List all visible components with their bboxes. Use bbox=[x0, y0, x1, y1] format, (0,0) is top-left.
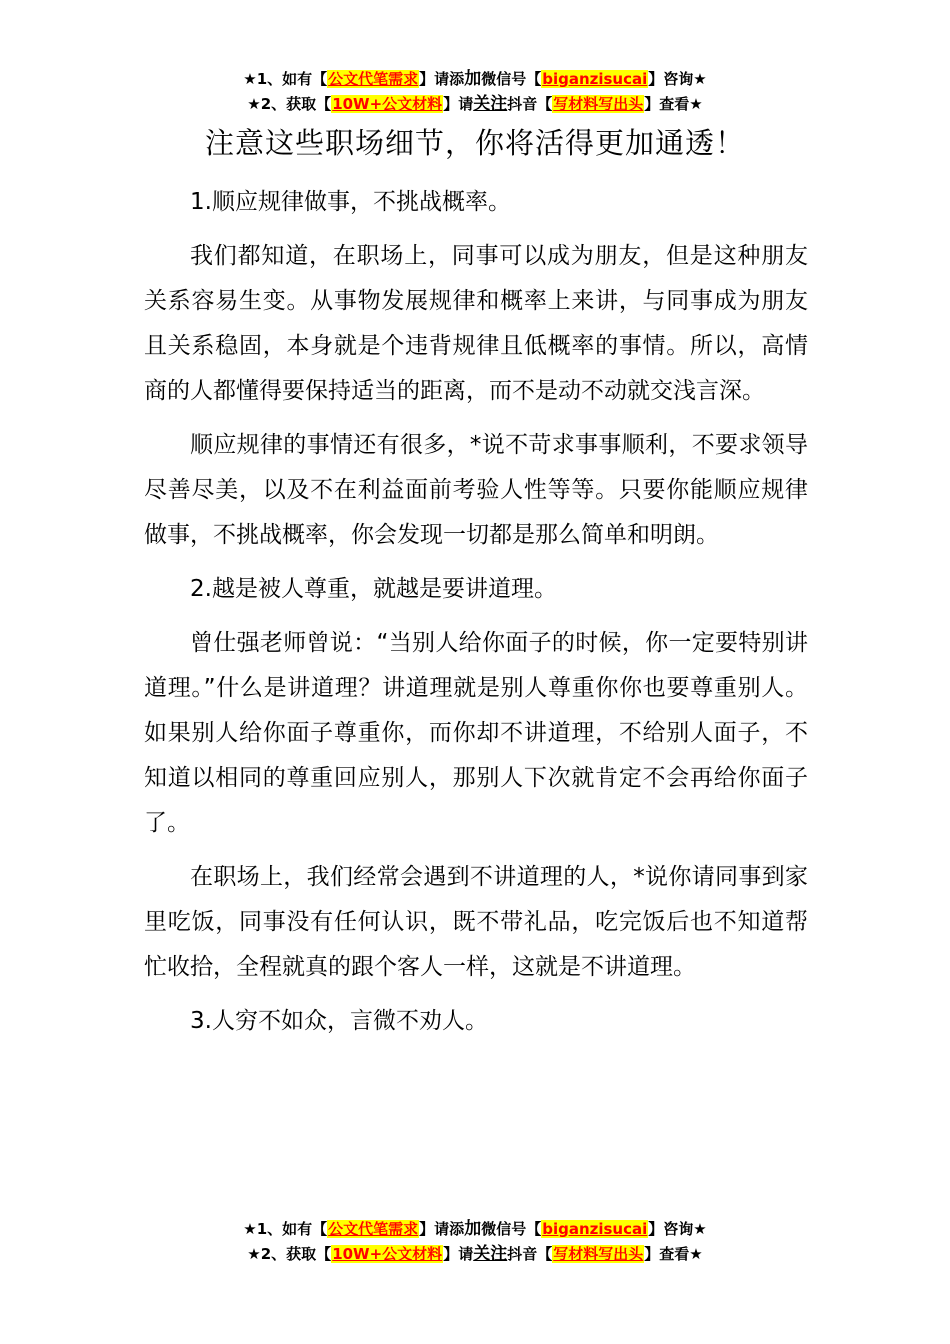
highlight-materials: 10W+公文材料 bbox=[332, 1245, 443, 1263]
section-heading-3: 3.人穷不如众，言微不劝人。 bbox=[190, 1008, 488, 1034]
document-title: 注意这些职场细节，你将活得更加通透！ bbox=[204, 126, 745, 160]
paragraph: 曾仕强老师曾说：“当别人给你面子的时候，你一定要特别讲道理。”什么是讲道理？讲道理就是别人尊重你你也要尊重别人。如果别人给你面子尊重你，而你却不讲道理，不给别人面子，不知道以相同的尊重回应别人，那别人下次就肯定不会再给你面子了。 bbox=[144, 630, 808, 836]
banner-line-2: ★2、获取【10W+公文材料】请关注抖音【写材料写出头】查看★ bbox=[247, 94, 703, 114]
highlight-douyin-account: 写材料写出头 bbox=[553, 1245, 644, 1263]
paragraph: 我们都知道，在职场上，同事可以成为朋友，但是这种朋友关系容易生变。从事物发展规律和概率上来讲，与同事成为朋友且关系稳固，本身就是个违背规律且低概率的事情。所以，高情商的人都懂得要保持适当的距离，而不是动不动就交浅言深。 bbox=[144, 243, 808, 404]
banner-line-2: ★2、获取【10W+公文材料】请关注抖音【写材料写出头】查看★ bbox=[247, 1244, 703, 1264]
highlight-ghostwriting: 公文代笔需求 bbox=[328, 1220, 419, 1238]
highlight-materials: 10W+公文材料 bbox=[332, 95, 443, 113]
section-heading-2: 2.越是被人尊重，就越是要讲道理。 bbox=[190, 576, 557, 602]
paragraph: 顺应规律的事情还有很多，*说不苛求事事顺利，不要求领导尽善尽美，以及不在利益面前考验人性等等。只要你能顺应规律做事，不挑战概率，你会发现一切都是那么简单和明朗。 bbox=[144, 432, 808, 548]
section-heading-1: 1.顺应规律做事，不挑战概率。 bbox=[190, 189, 511, 215]
header-banner bbox=[0, 67, 950, 117]
banner-line-1: ★1、如有【公文代笔需求】请添加微信号【biganzisucai】咨询★ bbox=[243, 69, 707, 89]
highlight-douyin-account: 写材料写出头 bbox=[553, 95, 644, 113]
paragraph: 在职场上，我们经常会遇到不讲道理的人，*说你请同事到家里吃饭，同事没有任何认识，既不带礼品，吃完饭后也不知道帮忙收拾，全程就真的跟个客人一样，这就是不讲道理。 bbox=[144, 864, 808, 980]
highlight-ghostwriting: 公文代笔需求 bbox=[328, 70, 419, 88]
footer-banner bbox=[0, 1217, 950, 1267]
banner-line-1: ★1、如有【公文代笔需求】请添加微信号【biganzisucai】咨询★ bbox=[243, 1219, 707, 1239]
document-body bbox=[144, 180, 808, 1053]
highlight-wechat-id: biganzisucai bbox=[542, 70, 648, 88]
highlight-wechat-id: biganzisucai bbox=[542, 1220, 648, 1238]
